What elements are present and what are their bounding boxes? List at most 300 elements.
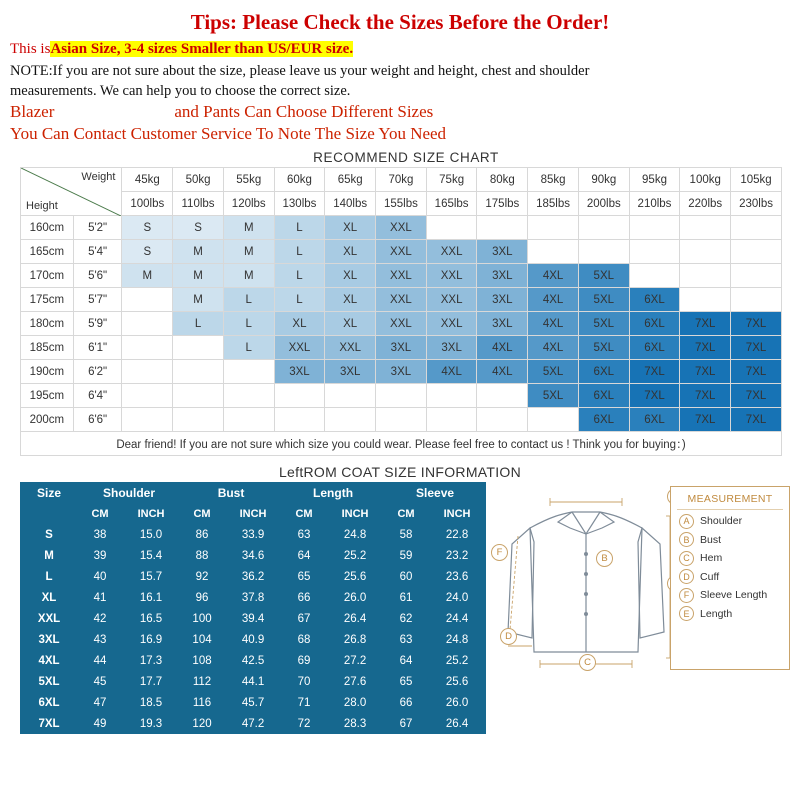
- coat-measure-cell: 28.3: [343, 717, 367, 730]
- size-cell: 4XL: [528, 336, 579, 360]
- size-cell: M: [223, 240, 274, 264]
- size-cell-empty: [731, 264, 782, 288]
- pants-phrase: and Pants Can Choose Different Sizes: [174, 102, 434, 122]
- coat-measure-cell: 41: [93, 591, 107, 604]
- coat-measure-cell: 59: [399, 549, 413, 562]
- size-cell: 7XL: [731, 384, 782, 408]
- coat-measure-cell: 40.9: [241, 633, 265, 646]
- coat-measure-cell: 22.8: [445, 528, 469, 541]
- coat-measure-cell: 15.7: [139, 570, 163, 583]
- size-cell-empty: [731, 240, 782, 264]
- height-cm-cell: 165cm: [21, 240, 74, 264]
- coat-measure-cell: 25.2: [445, 654, 469, 667]
- size-cell-empty: [223, 408, 274, 432]
- height-cm-cell: 200cm: [21, 408, 74, 432]
- coat-measure-cell: 96: [195, 591, 209, 604]
- measurement-label: Bust: [700, 533, 722, 546]
- measurement-label: Cuff: [700, 570, 720, 583]
- weight-lbs-header: 175lbs: [477, 192, 528, 216]
- size-cell-empty: [680, 216, 731, 240]
- size-cell: L: [173, 312, 224, 336]
- size-cell: 6XL: [629, 288, 680, 312]
- size-cell: 5XL: [578, 264, 629, 288]
- size-cell: 4XL: [528, 288, 579, 312]
- blazer-word: Blazer: [10, 102, 55, 122]
- coat-measure-cell: 40: [93, 570, 107, 583]
- coat-header-unit: INCH: [341, 507, 369, 520]
- size-cell-empty: [426, 216, 477, 240]
- coat-table-row: [20, 671, 486, 692]
- coat-measure-cell: 39: [93, 549, 107, 562]
- size-cell: L: [274, 288, 325, 312]
- weight-lbs-header: 100lbs: [122, 192, 173, 216]
- size-chart-section: [20, 150, 792, 456]
- size-cell: S: [173, 216, 224, 240]
- coat-header-group: Length: [313, 485, 354, 500]
- size-cell-empty: [325, 408, 376, 432]
- coat-measure-cell: 26.0: [445, 696, 469, 709]
- coat-measure-cell: 100: [192, 612, 212, 625]
- size-chart-row: [21, 288, 782, 312]
- weight-kg-header: 70kg: [376, 168, 427, 192]
- measurement-label: Sleeve Length: [700, 589, 768, 602]
- size-cell-empty: [173, 336, 224, 360]
- size-cell: S: [122, 216, 173, 240]
- height-cm-cell: 180cm: [21, 312, 74, 336]
- size-cell-empty: [122, 288, 173, 312]
- coat-size-label: 6XL: [38, 696, 60, 709]
- weight-lbs-header: 140lbs: [325, 192, 376, 216]
- size-cell: 6XL: [578, 384, 629, 408]
- size-cell: 6XL: [578, 360, 629, 384]
- size-cell: XL: [325, 312, 376, 336]
- coat-size-table: [20, 482, 486, 734]
- weight-kg-header: 45kg: [122, 168, 173, 192]
- size-cell: M: [173, 240, 224, 264]
- size-cell: XL: [274, 312, 325, 336]
- size-cell-empty: [528, 240, 579, 264]
- size-cell: 7XL: [731, 336, 782, 360]
- size-chart-row: [21, 360, 782, 384]
- asian-size-prefix: This is: [10, 41, 51, 57]
- size-cell: 3XL: [426, 336, 477, 360]
- size-cell-empty: [578, 216, 629, 240]
- size-cell-empty: [173, 408, 224, 432]
- coat-measure-cell: 47.2: [241, 717, 265, 730]
- size-chart-row: [21, 216, 782, 240]
- coat-header-group: Size: [36, 485, 61, 500]
- size-cell: 3XL: [376, 336, 427, 360]
- size-chart-row: [21, 312, 782, 336]
- coat-header-unit: INCH: [239, 507, 267, 520]
- coat-measure-cell: 24.8: [445, 633, 469, 646]
- weight-kg-header: 55kg: [223, 168, 274, 192]
- coat-size-label: 4XL: [38, 654, 60, 667]
- size-cell-empty: [426, 384, 477, 408]
- coat-measure-cell: 26.8: [343, 633, 367, 646]
- height-cm-cell: 195cm: [21, 384, 74, 408]
- size-cell: 7XL: [731, 360, 782, 384]
- coat-measure-cell: 60: [399, 570, 413, 583]
- coat-measure-cell: 66: [399, 696, 413, 709]
- weight-kg-header: 60kg: [274, 168, 325, 192]
- size-cell: XXL: [376, 288, 427, 312]
- size-cell: XXL: [376, 312, 427, 336]
- size-chart-row: [21, 336, 782, 360]
- asian-size-line: [10, 41, 792, 58]
- coat-measure-cell: 44.1: [241, 675, 265, 688]
- coat-table-row: [20, 566, 486, 587]
- weight-lbs-header: 210lbs: [629, 192, 680, 216]
- size-cell: XXL: [426, 288, 477, 312]
- weight-lbs-header: 185lbs: [528, 192, 579, 216]
- coat-measure-cell: 69: [297, 654, 311, 667]
- measurement-legend-item: [671, 529, 789, 548]
- size-cell: 4XL: [477, 360, 528, 384]
- asian-size-highlight: Asian Size, 3-4 sizes Smaller than US/EUR size.: [50, 41, 354, 57]
- weight-kg-header: 100kg: [680, 168, 731, 192]
- coat-measure-cell: 44: [93, 654, 107, 667]
- coat-measure-cell: 19.3: [139, 717, 163, 730]
- size-cell-empty: [629, 240, 680, 264]
- callout-c: C: [579, 654, 596, 671]
- coat-measure-cell: 17.3: [139, 654, 163, 667]
- size-cell-empty: [122, 408, 173, 432]
- coat-table-row: [20, 692, 486, 713]
- coat-measure-cell: 28.0: [343, 696, 367, 709]
- size-cell-empty: [122, 360, 173, 384]
- size-chart-row: [21, 240, 782, 264]
- coat-measure-cell: 71: [297, 696, 311, 709]
- coat-measure-cell: 64: [297, 549, 311, 562]
- size-cell-empty: [426, 408, 477, 432]
- size-cell: M: [173, 264, 224, 288]
- coat-size-label: XL: [41, 591, 57, 604]
- weight-kg-header: 85kg: [528, 168, 579, 192]
- coat-measure-cell: 86: [195, 528, 209, 541]
- measurement-legend-item: [671, 584, 789, 603]
- coat-measure-cell: 24.0: [445, 591, 469, 604]
- coat-measure-cell: 36.2: [241, 570, 265, 583]
- size-chart-table: [20, 167, 782, 456]
- weight-lbs-header: 155lbs: [376, 192, 427, 216]
- weight-lbs-header: 130lbs: [274, 192, 325, 216]
- size-cell: 3XL: [477, 240, 528, 264]
- coat-measure-cell: 27.6: [343, 675, 367, 688]
- size-cell-empty: [173, 384, 224, 408]
- coat-measure-cell: 67: [297, 612, 311, 625]
- coat-size-label: L: [45, 570, 53, 583]
- size-cell: M: [223, 264, 274, 288]
- size-cell: L: [274, 216, 325, 240]
- coat-measure-cell: 16.5: [139, 612, 163, 625]
- coat-measure-cell: 17.7: [139, 675, 163, 688]
- size-cell-empty: [731, 288, 782, 312]
- weight-kg-header: 90kg: [578, 168, 629, 192]
- size-cell: 3XL: [477, 288, 528, 312]
- coat-measure-cell: 25.2: [343, 549, 367, 562]
- coat-measure-cell: 70: [297, 675, 311, 688]
- red-line-1: [10, 102, 790, 122]
- note-line-1: NOTE:If you are not sure about the size, please leave us your weight and height, chest and shoulder: [10, 63, 590, 79]
- size-cell: 4XL: [528, 312, 579, 336]
- weight-kg-header: 50kg: [173, 168, 224, 192]
- size-cell: S: [122, 240, 173, 264]
- weight-kg-header: 80kg: [477, 168, 528, 192]
- coat-measure-cell: 33.9: [241, 528, 265, 541]
- coat-info-title: LeftROM COAT SIZE INFORMATION: [278, 464, 522, 481]
- weight-kg-header: 65kg: [325, 168, 376, 192]
- coat-header-group: Shoulder: [103, 485, 156, 500]
- coat-measure-cell: 16.1: [139, 591, 163, 604]
- height-ft-cell: 5'7": [73, 288, 122, 312]
- coat-measure-cell: 24.4: [445, 612, 469, 625]
- coat-header-unit: INCH: [443, 507, 471, 520]
- size-cell: 5XL: [578, 312, 629, 336]
- size-cell: 4XL: [426, 360, 477, 384]
- height-ft-cell: 6'2": [73, 360, 122, 384]
- height-cm-cell: 160cm: [21, 216, 74, 240]
- coat-diagram-svg: [492, 482, 682, 682]
- coat-measure-cell: 24.8: [343, 528, 367, 541]
- size-cell: 5XL: [528, 384, 579, 408]
- coat-size-label: 5XL: [38, 675, 60, 688]
- size-cell: 3XL: [477, 312, 528, 336]
- size-cell-empty: [223, 360, 274, 384]
- measurement-label: Length: [700, 607, 733, 620]
- size-cell-empty: [477, 384, 528, 408]
- size-cell: L: [274, 240, 325, 264]
- weight-lbs-header: 165lbs: [426, 192, 477, 216]
- coat-measure-cell: 108: [192, 654, 212, 667]
- coat-measure-cell: 42: [93, 612, 107, 625]
- size-chart-row: [21, 384, 782, 408]
- coat-header-group: Sleeve: [416, 485, 455, 500]
- callout-f: F: [491, 544, 508, 561]
- size-cell-empty: [629, 264, 680, 288]
- tips-section: [0, 0, 800, 144]
- height-ft-cell: 6'6": [73, 408, 122, 432]
- size-cell-empty: [274, 408, 325, 432]
- size-cell: L: [274, 264, 325, 288]
- size-cell: XL: [325, 264, 376, 288]
- size-cell-empty: [731, 216, 782, 240]
- measurement-legend-title: MEASUREMENT: [677, 487, 783, 510]
- coat-size-label: XXL: [37, 612, 61, 625]
- size-cell: 7XL: [680, 408, 731, 432]
- size-cell: 3XL: [325, 360, 376, 384]
- size-cell: 7XL: [680, 312, 731, 336]
- garment-illustration: [492, 482, 792, 712]
- coat-size-label: 7XL: [38, 717, 60, 730]
- measurement-key-icon: A: [679, 514, 694, 529]
- size-cell-empty: [477, 408, 528, 432]
- size-cell: XXL: [376, 264, 427, 288]
- size-cell: M: [122, 264, 173, 288]
- size-chart-row: [21, 408, 782, 432]
- coat-measure-cell: 15.0: [139, 528, 163, 541]
- size-cell: XXL: [274, 336, 325, 360]
- size-cell: 4XL: [528, 264, 579, 288]
- coat-table-row: [20, 713, 486, 734]
- size-cell: 5XL: [578, 288, 629, 312]
- coat-header-unit: CM: [295, 507, 313, 520]
- size-cell-empty: [680, 264, 731, 288]
- coat-measure-cell: 49: [93, 717, 107, 730]
- size-cell: 3XL: [376, 360, 427, 384]
- coat-header-group: Bust: [217, 485, 245, 500]
- height-ft-cell: 5'9": [73, 312, 122, 336]
- size-cell: XXL: [426, 312, 477, 336]
- measurement-label: Shoulder: [700, 515, 743, 528]
- size-cell: 7XL: [680, 336, 731, 360]
- height-ft-cell: 5'2": [73, 216, 122, 240]
- coat-measure-cell: 42.5: [241, 654, 265, 667]
- size-cell: L: [223, 312, 274, 336]
- corner-weight-label: Weight: [81, 171, 116, 184]
- size-cell: 5XL: [578, 336, 629, 360]
- size-cell: 6XL: [629, 312, 680, 336]
- measurement-legend: [670, 486, 790, 670]
- size-cell-empty: [122, 312, 173, 336]
- coat-measure-cell: 68: [297, 633, 311, 646]
- coat-measure-cell: 64: [399, 654, 413, 667]
- callout-b: B: [596, 550, 613, 567]
- size-cell: M: [173, 288, 224, 312]
- coat-table-row: [20, 545, 486, 566]
- size-cell-empty: [122, 336, 173, 360]
- size-cell: 6XL: [629, 336, 680, 360]
- height-cm-cell: 175cm: [21, 288, 74, 312]
- height-cm-cell: 185cm: [21, 336, 74, 360]
- coat-measure-cell: 116: [192, 696, 212, 709]
- size-cell: XXL: [376, 240, 427, 264]
- measurement-legend-item: [671, 566, 789, 585]
- coat-header-unit: INCH: [137, 507, 165, 520]
- coat-measure-cell: 26.0: [343, 591, 367, 604]
- size-cell: M: [223, 216, 274, 240]
- coat-measure-cell: 23.2: [445, 549, 469, 562]
- coat-measure-cell: 34.6: [241, 549, 265, 562]
- size-cell: XXL: [426, 264, 477, 288]
- size-cell-empty: [629, 216, 680, 240]
- measurement-key-icon: F: [679, 588, 694, 603]
- coat-measure-cell: 45.7: [241, 696, 265, 709]
- coat-size-label: S: [45, 528, 53, 541]
- coat-table-row: [20, 608, 486, 629]
- coat-measure-cell: 120: [192, 717, 212, 730]
- coat-header-unit: [20, 503, 78, 524]
- size-cell-empty: [223, 384, 274, 408]
- size-cell: 7XL: [680, 360, 731, 384]
- coat-measure-cell: 27.2: [343, 654, 367, 667]
- coat-measure-cell: 25.6: [445, 675, 469, 688]
- size-cell-empty: [376, 384, 427, 408]
- coat-measure-cell: 63: [399, 633, 413, 646]
- coat-measure-cell: 62: [399, 612, 413, 625]
- coat-measure-cell: 25.6: [343, 570, 367, 583]
- coat-table-row: [20, 524, 486, 545]
- size-cell: XL: [325, 288, 376, 312]
- note-line-2: measurements. We can help you to choose the correct size.: [10, 83, 351, 100]
- weight-kg-header: 95kg: [629, 168, 680, 192]
- coat-measure-cell: 37.8: [241, 591, 265, 604]
- coat-measure-cell: 38: [93, 528, 107, 541]
- size-cell: 3XL: [477, 264, 528, 288]
- coat-table-row: [20, 587, 486, 608]
- coat-measure-cell: 26.4: [445, 717, 469, 730]
- coat-table-row: [20, 629, 486, 650]
- coat-measure-cell: 39.4: [241, 612, 265, 625]
- height-ft-cell: 6'4": [73, 384, 122, 408]
- size-cell: 5XL: [528, 360, 579, 384]
- coat-measure-cell: 66: [297, 591, 311, 604]
- weight-kg-header: 105kg: [731, 168, 782, 192]
- weight-lbs-header: 120lbs: [223, 192, 274, 216]
- size-cell-empty: [376, 408, 427, 432]
- coat-measure-cell: 18.5: [139, 696, 163, 709]
- size-cell: XXL: [426, 240, 477, 264]
- size-chart-row: [21, 264, 782, 288]
- coat-measure-cell: 47: [93, 696, 107, 709]
- coat-measure-cell: 26.4: [343, 612, 367, 625]
- coat-measure-cell: 65: [297, 570, 311, 583]
- height-cm-cell: 170cm: [21, 264, 74, 288]
- height-ft-cell: 6'1": [73, 336, 122, 360]
- measurement-legend-item: [671, 510, 789, 529]
- size-cell: 7XL: [731, 312, 782, 336]
- coat-measure-cell: 15.4: [139, 549, 163, 562]
- coat-measure-cell: 104: [192, 633, 212, 646]
- coat-header-unit: CM: [91, 507, 109, 520]
- size-cell: XXL: [376, 216, 427, 240]
- size-cell-empty: [122, 384, 173, 408]
- size-cell-empty: [274, 384, 325, 408]
- size-cell: 7XL: [680, 384, 731, 408]
- measurement-key-icon: E: [679, 606, 694, 621]
- weight-kg-header: 75kg: [426, 168, 477, 192]
- coat-size-label: M: [44, 549, 54, 562]
- size-cell: 7XL: [629, 360, 680, 384]
- coat-measure-cell: 67: [399, 717, 413, 730]
- size-cell: 6XL: [629, 408, 680, 432]
- size-cell: 6XL: [578, 408, 629, 432]
- size-cell-empty: [528, 216, 579, 240]
- size-chart-footer-note: Dear friend! If you are not sure which size you could wear. Please feel free to contact us ! Think you for buying：): [21, 432, 782, 456]
- tips-title: Tips: Please Check the Sizes Before the Order!: [190, 10, 610, 34]
- size-cell-empty: [680, 240, 731, 264]
- weight-lbs-header: 200lbs: [578, 192, 629, 216]
- size-cell: L: [223, 288, 274, 312]
- coat-measure-cell: 23.6: [445, 570, 469, 583]
- size-cell: 7XL: [629, 384, 680, 408]
- weight-lbs-header: 110lbs: [173, 192, 224, 216]
- weight-lbs-header: 220lbs: [680, 192, 731, 216]
- coat-measure-cell: 63: [297, 528, 311, 541]
- coat-measure-cell: 112: [192, 675, 212, 688]
- coat-measure-cell: 65: [399, 675, 413, 688]
- size-cell: 3XL: [274, 360, 325, 384]
- size-cell: XL: [325, 240, 376, 264]
- measurement-legend-item: [671, 603, 789, 622]
- red-line-2: You Can Contact Customer Service To Note The Size You Need: [10, 124, 447, 144]
- measurement-key-icon: C: [679, 551, 694, 566]
- callout-d: D: [500, 628, 517, 645]
- height-cm-cell: 190cm: [21, 360, 74, 384]
- size-cell-empty: [173, 360, 224, 384]
- measurement-label: Hem: [700, 552, 723, 565]
- measurement-key-icon: B: [679, 532, 694, 547]
